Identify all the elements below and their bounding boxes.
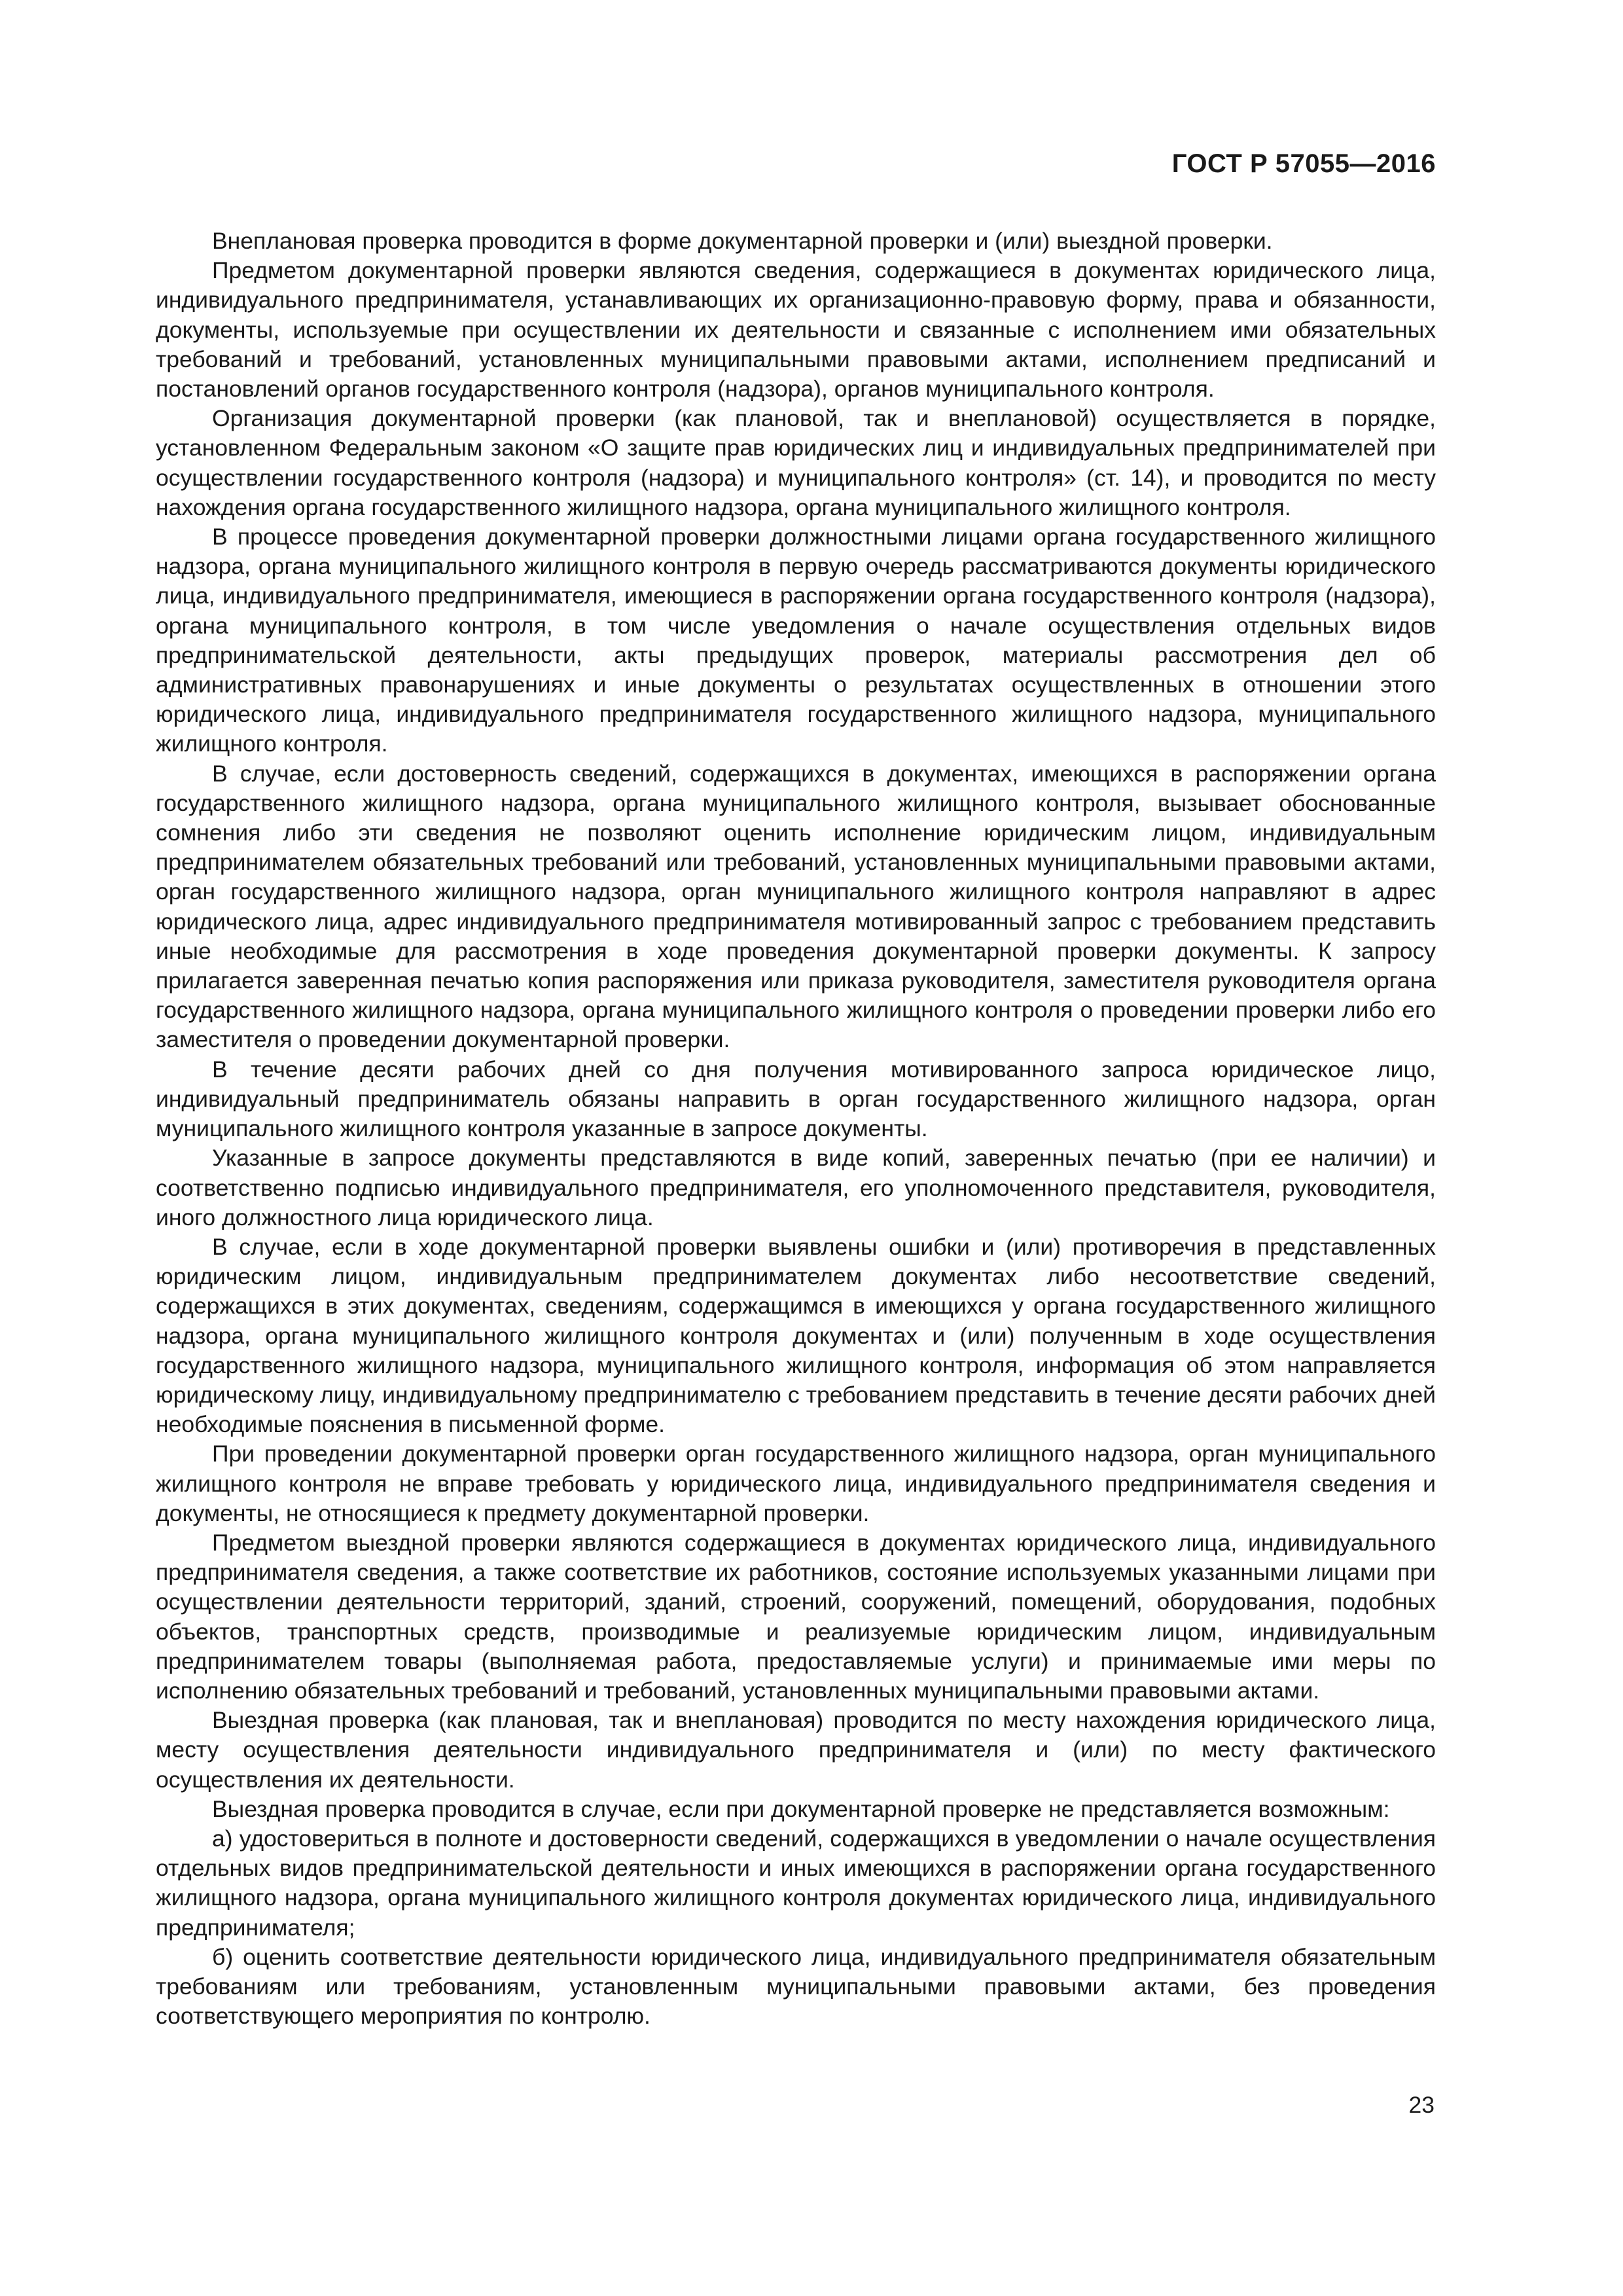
document-code-header: ГОСТ Р 57055—2016 — [1171, 149, 1436, 178]
paragraph: В случае, если достоверность сведений, содержащихся в документах, имеющихся в распоряжении органа государственного жилищного надзора, органа муниципального жилищного контроля, вызывает обоснованные сомнения либо эти сведения не позволяют оценить исполнение юридическим лицом, индивидуальным предпринимателем обязательных требований или требований, установленных муниципальными правовыми актами, орган государственного жилищного надзора, орган муниципального жилищного контроля направляют в адрес юридического лица, адрес индивидуального предпринимателя мотивированный запрос с требованием представить иные необходимые для рассмотрения в ходе проведения документарной проверки документы. К запросу прилагается заверенная печатью копия распоряжения или приказа руководителя, заместителя руководителя органа государственного жилищного надзора, органа муниципального жилищного контроля о проведении проверки либо его заместителя о проведении документарной проверки. — [156, 760, 1436, 1053]
paragraph: В течение десяти рабочих дней со дня получения мотивированного запроса юридическое лицо, индивидуальный предприниматель обязаны направить в орган государственного жилищного надзора, орган муниципального жилищного контроля указанные в запросе документы. — [156, 1056, 1436, 1142]
list-item-b: б) оценить соответствие деятельности юридического лица, индивидуального предпринимателя обязательным требованиям или требованиям, установленным муниципальными правовыми актами, без проведения соответствующего мероприятия по контролю. — [156, 1943, 1436, 2030]
paragraph: Внеплановая проверка проводится в форме документарной проверки и (или) выездной проверки. — [212, 228, 1273, 254]
paragraph: Указанные в запросе документы представляются в виде копий, заверенных печатью (при ее наличии) и соответственно подписью индивидуального предпринимателя, его уполномоченного представителя, руководителя, иного должностного лица юридического лица. — [156, 1145, 1436, 1230]
paragraph: Организация документарной проверки (как плановой, так и внеплановой) осуществляется в порядке, установленном Федеральным законом «О защите прав юридических лиц и индивидуальных предпринимателей при осуществлении государственного контроля (надзора) и муниципального контроля» (ст. 14), и проводится по месту нахождения органа государственного жилищного надзора, органа муниципального жилищного контроля. — [156, 405, 1436, 520]
paragraph: Выездная проверка проводится в случае, если при документарной проверке не представляется возможным: — [212, 1795, 1390, 1822]
list-item-a: а) удостовериться в полноте и достоверности сведений, содержащихся в уведомлении о начале осуществления отдельных видов предпринимательской деятельности и иных имеющихся в распоряжении органа государственного жилищного надзора, органа муниципального жилищного контроля документах юридического лица, индивидуального предпринимателя; — [156, 1825, 1436, 1941]
paragraph: Предметом документарной проверки являются сведения, содержащиеся в документах юридического лица, индивидуального предпринимателя, устанавливающих их организационно-правовую форму, права и обязанности, документы, используемые при осуществлении их деятельности и связанные с исполнением ими обязательных требований и требований, установленных муниципальными правовыми актами, исполнением предписаний и постановлений органов государственного контроля (надзора), органов муниципального контроля. — [156, 257, 1436, 403]
paragraph: В случае, если в ходе документарной проверки выявлены ошибки и (или) противоречия в представленных юридическим лицом, индивидуальным предпринимателем документах либо несоответствие сведений, содержащихся в этих документах, сведениям, содержащимся в имеющихся у органа государственного жилищного надзора, органа муниципального жилищного контроля документах и (или) полученным в ходе осуществления государственного жилищного надзора, муниципального жилищного контроля, информация об этом направляется юридическому лицу, индивидуальному предпринимателю с требованием представить в течение десяти рабочих дней необходимые пояснения в письменной форме. — [156, 1233, 1436, 1438]
body-text — [156, 226, 1436, 2031]
paragraph: В процессе проведения документарной проверки должностными лицами органа государственного жилищного надзора, органа муниципального жилищного контроля в первую очередь рассматриваются документы юридического лица, индивидуального предпринимателя, имеющиеся в распоряжении органа государственного контроля (надзора), органа муниципального контроля, в том числе уведомления о начале осуществления отдельных видов предпринимательской деятельности, акты предыдущих проверок, материалы рассмотрения дел об административных правонарушениях и иные документы о результатах осуществленных в отношении этого юридического лица, индивидуального предпринимателя государственного жилищного надзора, муниципального жилищного контроля. — [156, 524, 1436, 757]
paragraph: При проведении документарной проверки орган государственного жилищного надзора, орган муниципального жилищного контроля не вправе требовать у юридического лица, индивидуального предпринимателя сведения и документы, не относящиеся к предмету документарной проверки. — [156, 1441, 1436, 1526]
paragraph: Выездная проверка (как плановая, так и внеплановая) проводится по месту нахождения юридического лица, месту осуществления деятельности индивидуального предпринимателя и (или) по месту фактического осуществления их деятельности. — [156, 1707, 1436, 1793]
page-number: 23 — [1408, 2092, 1435, 2118]
paragraph: Предметом выездной проверки являются содержащиеся в документах юридического лица, индивидуального предпринимателя сведения, а также соответствие их работников, состояние используемых указанными лицами при осуществлении деятельности территорий, зданий, строений, сооружений, помещений, оборудования, подобных объектов, транспортных средств, производимые и реализуемые юридическим лицом, индивидуальным предпринимателем товары (выполняемая работа, предоставляемые услуги) и принимаемые ими меры по исполнению обязательных требований и требований, установленных муниципальными правовыми актами. — [156, 1529, 1436, 1704]
